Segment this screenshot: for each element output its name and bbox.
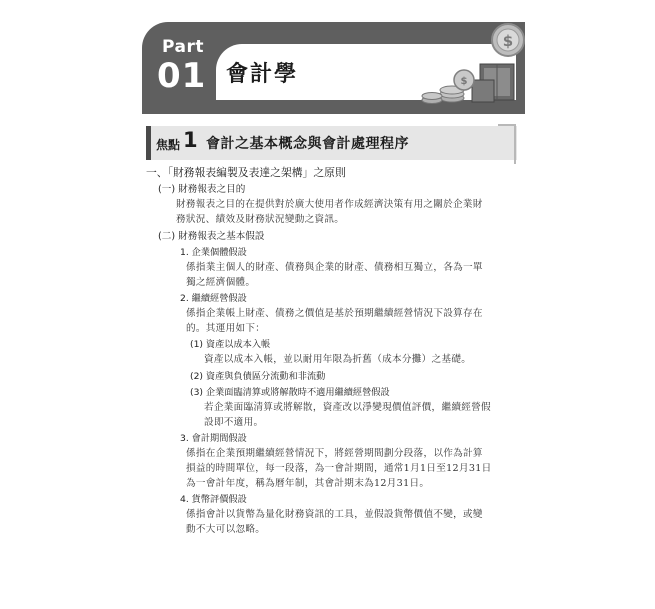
svg-text:$: $ <box>460 76 468 87</box>
paragraph-line: 係指在企業預期繼續經營情況下，將經營期間劃分段落，以作為計算 <box>186 448 483 459</box>
paragraph-line: 為一會計年度，稱為曆年制，其會計期末為12月31日。 <box>186 478 430 489</box>
subitem-heading: (1) 資產以成本入帳 <box>190 339 271 350</box>
money-icon <box>412 22 528 108</box>
subitem-heading: (3) 企業面臨清算或將解散時不適用繼續經營假設 <box>190 387 390 398</box>
subitem-heading: (2) 資產與負債區分流動和非流動 <box>190 371 326 382</box>
paragraph-line: 係指企業帳上財產、債務之價值是基於預期繼續經營情況下設算存在 <box>186 308 483 319</box>
chapter-title: 會計學 <box>226 62 299 87</box>
svg-text:$: $ <box>502 32 514 50</box>
paragraph-line: 設即不適用。 <box>204 417 264 428</box>
paragraph-line: 係指會計以貨幣為量化財務資訊的工具，並假設貨幣價值不變，或變 <box>186 509 483 520</box>
focus-title: 會計之基本概念與會計處理程序 <box>206 136 409 152</box>
item-heading: 1. 企業個體假設 <box>180 247 247 258</box>
subsection-heading: (一) 財務報表之目的 <box>158 184 246 195</box>
paragraph-line: 動不大可以忽略。 <box>186 524 266 535</box>
item-heading: 2. 繼續經營假設 <box>180 293 247 304</box>
paragraph-line: 損益的時間單位，每一段落，為一會計期間，通常1月1日至12月31日 <box>186 463 492 474</box>
part-number: 01 <box>157 56 207 96</box>
item-heading: 4. 貨幣評價假設 <box>180 494 247 505</box>
section-heading: 一、「財務報表編製及表達之架構」之原則 <box>146 166 346 179</box>
paragraph-line: 資產以成本入帳，並以耐用年限為折舊（成本分攤）之基礎。 <box>204 354 472 365</box>
paragraph-line: 的。其運用如下： <box>186 323 266 334</box>
item-heading: 3. 會計期間假設 <box>180 433 247 444</box>
paragraph-line: 務狀況、績效及財務狀況變動之資訊。 <box>176 214 345 225</box>
focus-corner-decoration <box>498 124 516 164</box>
paragraph-line: 獨之經濟個體。 <box>186 277 256 288</box>
part-label: Part <box>162 37 204 57</box>
subsection-heading: (二) 財務報表之基本假設 <box>158 231 265 242</box>
focus-number: 1 <box>183 128 198 152</box>
paragraph-line: 財務報表之目的在提供對於廣大使用者作成經濟決策有用之關於企業財 <box>176 199 483 210</box>
focus-label: 焦點 <box>156 138 181 152</box>
paragraph-line: 若企業面臨清算或將解散，資產改以淨變現價值評價，繼續經營假 <box>204 402 491 413</box>
paragraph-line: 係指業主個人的財產、債務與企業的財產、債務相互獨立，各為一單 <box>186 262 483 273</box>
